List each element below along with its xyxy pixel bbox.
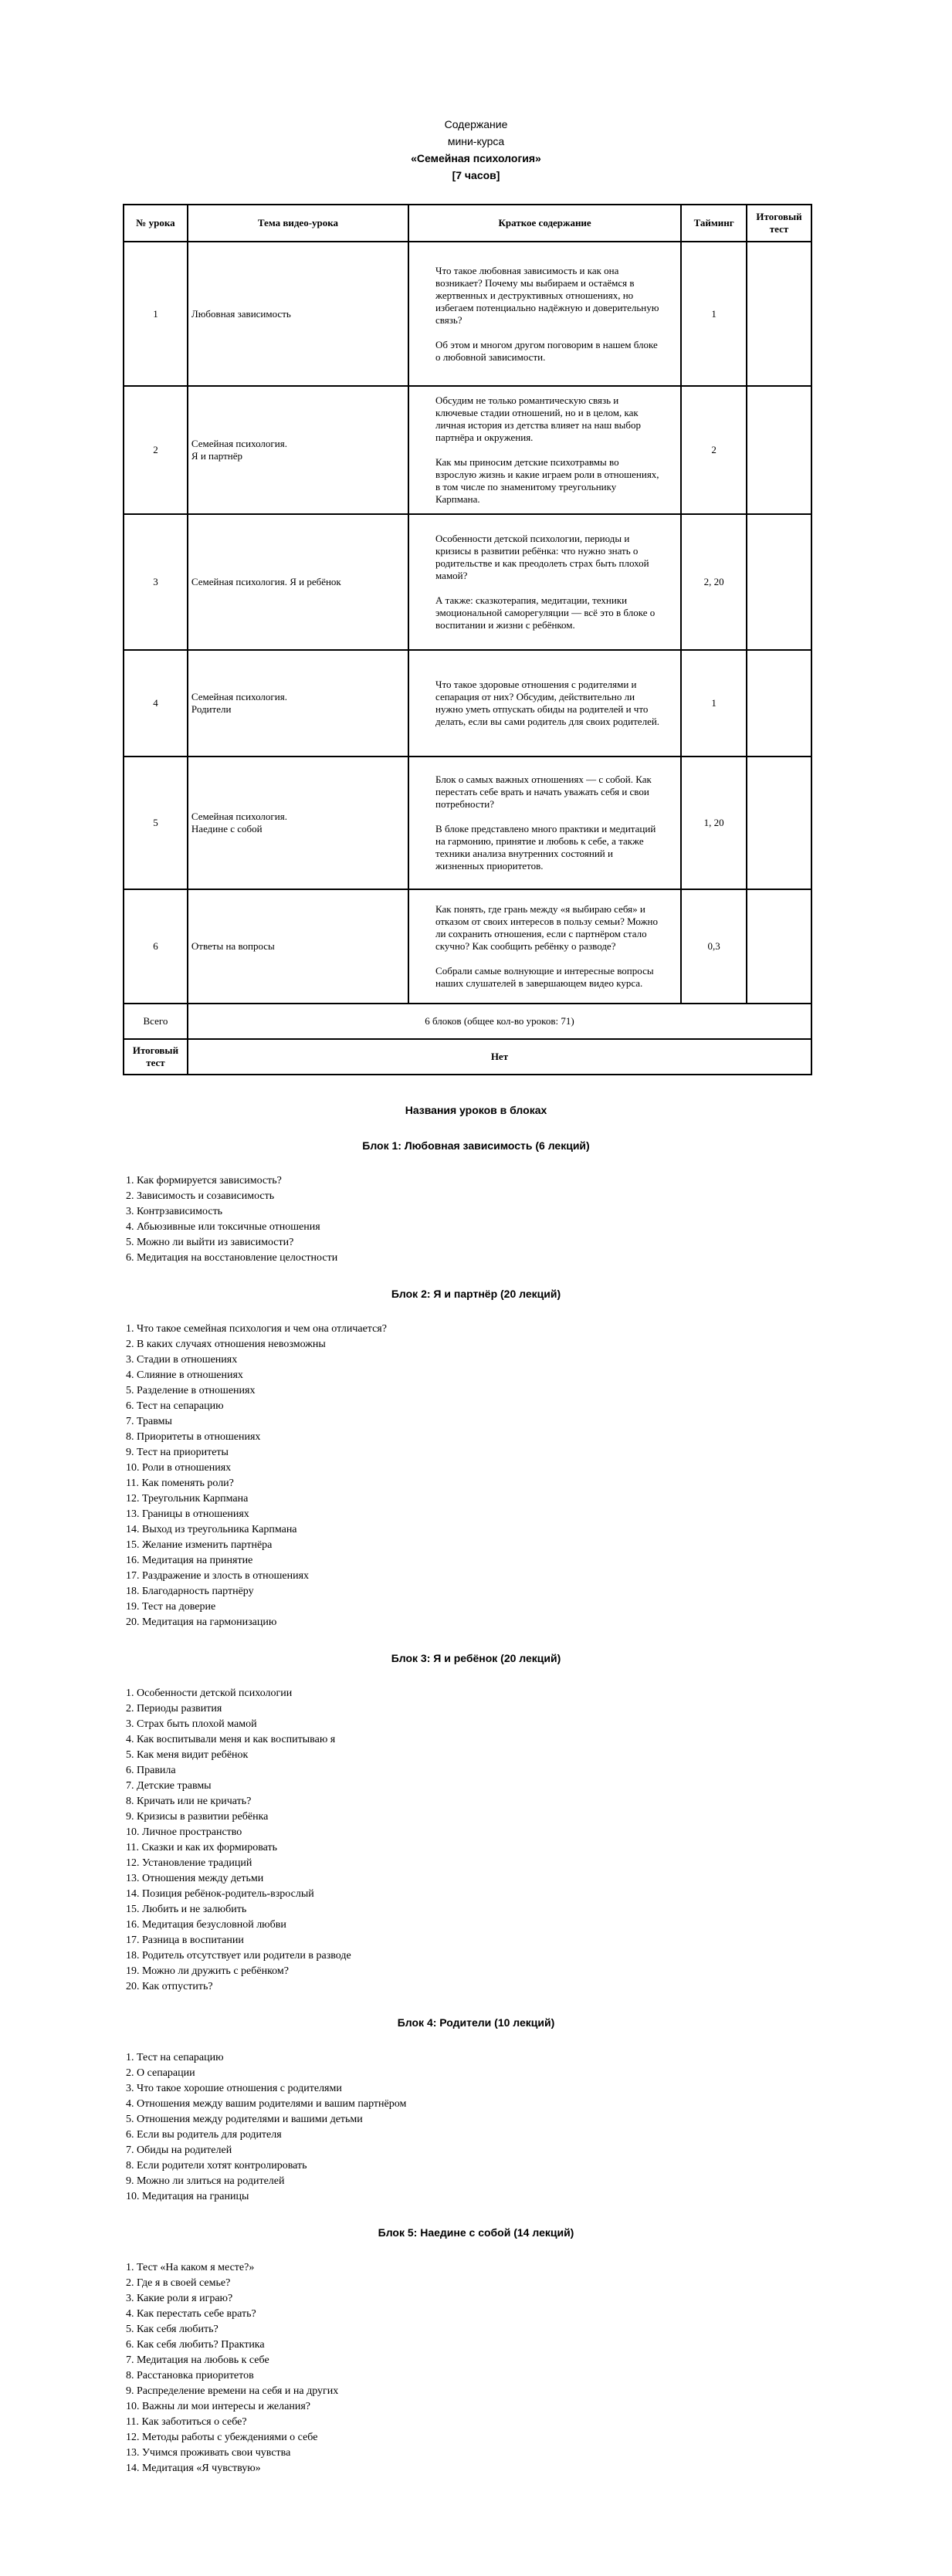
lesson-summary [408, 650, 681, 757]
list-item: 14. Выход из треугольника Карпмана [126, 1524, 297, 1535]
list-item: 20. Как отпустить? [126, 1981, 213, 1992]
list-item: 8. Приоритеты в отношениях [126, 1431, 261, 1443]
table-row [124, 650, 811, 757]
final-test-row [124, 1039, 811, 1075]
table-row [124, 386, 811, 514]
block-title: Блок 5: Наедине с собой (14 лекций) [378, 2226, 574, 2239]
lesson-timing: 2 [681, 386, 747, 514]
blocks-container [0, 1118, 952, 2476]
list-item: 2. Зависимость и созависимость [126, 1190, 275, 1202]
list-item: 4. Слияние в отношениях [126, 1369, 243, 1381]
doc-header [0, 116, 952, 184]
list-item: 14. Медитация «Я чувствую» [126, 2463, 261, 2474]
list-item: 6. Медитация на восстановление целостности [126, 1252, 338, 1264]
lesson-test [747, 889, 811, 1004]
list-item: 7. Детские травмы [126, 1780, 212, 1792]
list-item: 13. Границы в отношениях [126, 1508, 249, 1520]
list-item: 5. Можно ли выйти из зависимости? [126, 1237, 294, 1248]
header-timing: Тайминг [681, 205, 747, 242]
summary-paragraph: Как мы приносим детские психотравмы во взрослую жизнь и какие играем роли в отношениях, в том числе по знаменитому треугольнику Карпмана. [435, 456, 659, 505]
lesson-topic: Семейная психология. Я и ребёнок [188, 514, 408, 650]
course-duration: [7 часов] [452, 169, 500, 181]
list-item: 5. Отношения между родителями и вашими детьми [126, 2114, 363, 2125]
list-item: 19. Можно ли дружить с ребёнком? [126, 1965, 289, 1977]
list-item: 2. В каких случаях отношения невозможны [126, 1339, 326, 1350]
summary-paragraph: В блоке представлено много практики и медитаций на гармонию, принятие и любовь к себе, а также техники анализа внутренних состояний и жизненных приоритетов. [435, 823, 656, 872]
lesson-topic: Семейная психология. Родители [188, 650, 408, 757]
lesson-list [0, 1322, 952, 1630]
list-item: 6. Как себя любить? Практика [126, 2339, 265, 2351]
course-title: «Семейная психология» [411, 152, 541, 164]
blocks-section [0, 1102, 952, 2476]
list-item: 14. Позиция ребёнок-родитель-взрослый [126, 1888, 314, 1900]
list-item: 1. Тест «На каком я месте?» [126, 2262, 255, 2273]
list-item: 17. Раздражение и злость в отношениях [126, 1570, 310, 1582]
summary-paragraph: Как понять, где грань между «я выбираю себя» и отказом от своих интересов в пользу семьи? Можно ли сохранить отношения, если с партнёром стало скучно? Как сообщить ребёнку о разводе? [435, 903, 659, 952]
list-item: 9. Тест на приоритеты [126, 1447, 229, 1458]
header-num: № урока [124, 205, 188, 242]
list-item: 3. Контрзависимость [126, 1206, 223, 1217]
list-item: 18. Благодарность партнёру [126, 1586, 254, 1597]
summary-paragraph: Собрали самые волнующие и интересные вопросы наших слушателей в завершающем видео курса. [435, 965, 654, 989]
total-label: Всего [124, 1004, 188, 1039]
list-item: 4. Как воспитывали меня и как воспитываю я [126, 1734, 336, 1745]
list-item: 3. Страх быть плохой мамой [126, 1718, 257, 1730]
summary-paragraph: Обсудим не только романтическую связь и ключевые стадии отношений, но и в целом, как личная история из детства влияет на наш выбор партнёра и окружения. [435, 394, 641, 443]
lesson-summary [408, 242, 681, 386]
list-item: 5. Разделение в отношениях [126, 1385, 256, 1396]
list-item: 19. Тест на доверие [126, 1601, 216, 1613]
lesson-list [0, 1686, 952, 1995]
list-item: 8. Расстановка приоритетов [126, 2370, 254, 2381]
list-item: 20. Медитация на гармонизацию [126, 1616, 277, 1628]
summary-paragraph: Особенности детской психологии, периоды и кризисы в развитии ребёнка: что нужно знать о родительстве и как преодолеть страх быть плохой мамой? [435, 533, 649, 581]
list-item: 9. Распределение времени на себя и на других [126, 2385, 339, 2397]
total-row [124, 1004, 811, 1039]
lesson-summary [408, 386, 681, 514]
list-item: 6. Если вы родитель для родителя [126, 2129, 282, 2141]
lesson-test [747, 242, 811, 386]
header-test: Итоговый тест [747, 205, 811, 242]
list-item: 10. Медитация на границы [126, 2191, 249, 2202]
list-item: 17. Разница в воспитании [126, 1935, 244, 1946]
lesson-number: 6 [124, 889, 188, 1004]
block-title: Блок 4: Родители (10 лекций) [397, 2016, 555, 2029]
list-item: 5. Как меня видит ребёнок [126, 1749, 249, 1761]
list-item: 18. Родитель отсутствует или родители в разводе [126, 1950, 351, 1962]
lesson-timing: 2, 20 [681, 514, 747, 650]
list-item: 2. Где я в своей семье? [126, 2277, 231, 2289]
list-item: 9. Кризисы в развитии ребёнка [126, 1811, 269, 1823]
header-topic: Тема видео-урока [188, 205, 408, 242]
list-item: 8. Если родители хотят контролировать [126, 2160, 307, 2171]
list-item: 11. Как заботиться о себе? [126, 2416, 247, 2428]
summary-paragraph: Что такое любовная зависимость и как она возникает? Почему мы выбираем и остаёмся в жертвенных и деструктивных отношениях, но избегаем потенциально надёжную и доверительную связь? [435, 264, 659, 326]
block-title: Блок 2: Я и партнёр (20 лекций) [391, 1288, 561, 1300]
course-table [123, 204, 812, 1075]
lesson-timing: 0,3 [681, 889, 747, 1004]
list-item: 15. Любить и не залюбить [126, 1904, 247, 1915]
lesson-list [0, 2050, 952, 2205]
table-row [124, 242, 811, 386]
list-item: 15. Желание изменить партнёра [126, 1539, 273, 1551]
summary-paragraph: Что такое здоровые отношения с родителями и сепарация от них? Обсудим, действительно ли нужно уметь отпускать обиды на родителей и что делать, если вы сами родитель для своих родителей. [435, 679, 660, 727]
list-item: 13. Отношения между детьми [126, 1873, 264, 1884]
table-row [124, 889, 811, 1004]
lesson-number: 5 [124, 757, 188, 889]
list-item: 10. Важны ли мои интересы и желания? [126, 2401, 310, 2412]
list-item: 16. Медитация на принятие [126, 1555, 253, 1566]
list-item: 13. Учимся проживать свои чувства [126, 2447, 291, 2459]
lesson-list [0, 2260, 952, 2476]
table-body [124, 242, 811, 1004]
lesson-number: 4 [124, 650, 188, 757]
lesson-topic: Семейная психология. Наедине с собой [188, 757, 408, 889]
lesson-timing: 1 [681, 242, 747, 386]
list-item: 11. Сказки и как их формировать [126, 1842, 278, 1853]
blocks-section-title: Названия уроков в блоках [405, 1104, 547, 1116]
lesson-test [747, 514, 811, 650]
list-item: 7. Обиды на родителей [126, 2144, 232, 2156]
lesson-topic: Семейная психология. Я и партнёр [188, 386, 408, 514]
table-row [124, 757, 811, 889]
list-item: 1. Тест на сепарацию [126, 2052, 224, 2063]
list-item: 8. Кричать или не кричать? [126, 1796, 252, 1807]
summary-paragraph: А также: сказкотерапия, медитации, техники эмоциональной саморегуляции — всё это в блоке о воспитании и жизни с ребёнком. [435, 594, 656, 631]
list-item: 6. Тест на сепарацию [126, 1400, 224, 1412]
lesson-number: 1 [124, 242, 188, 386]
lesson-test [747, 650, 811, 757]
list-item: 7. Травмы [126, 1416, 172, 1427]
list-item: 7. Медитация на любовь к себе [126, 2354, 269, 2366]
list-item: 3. Стадии в отношениях [126, 1354, 238, 1366]
lesson-list [0, 1173, 952, 1266]
table-row [124, 514, 811, 650]
table-header-row [124, 205, 811, 242]
header-summary: Краткое содержание [408, 205, 681, 242]
lesson-test [747, 757, 811, 889]
lesson-timing: 1, 20 [681, 757, 747, 889]
list-item: 1. Что такое семейная психология и чем она отличается? [126, 1323, 387, 1335]
final-test-label: Итоговый тест [124, 1039, 188, 1075]
block-title: Блок 1: Любовная зависимость (6 лекций) [362, 1139, 590, 1152]
lesson-summary [408, 757, 681, 889]
list-item: 12. Методы работы с убеждениями о себе [126, 2432, 318, 2443]
lesson-summary [408, 889, 681, 1004]
list-item: 4. Отношения между вашим родителями и вашим партнёром [126, 2098, 407, 2110]
list-item: 2. О сепарации [126, 2067, 195, 2079]
lesson-topic: Ответы на вопросы [188, 889, 408, 1004]
list-item: 3. Что такое хорошие отношения с родителями [126, 2083, 342, 2094]
total-text: 6 блоков (общее кол-во уроков: 71) [188, 1004, 811, 1039]
list-item: 5. Как себя любить? [126, 2324, 219, 2335]
summary-paragraph: Об этом и многом другом поговорим в нашем блоке о любовной зависимости. [435, 338, 658, 363]
final-test-value: Нет [188, 1039, 811, 1075]
lesson-summary [408, 514, 681, 650]
list-item: 16. Медитация безусловной любви [126, 1919, 286, 1931]
list-item: 12. Треугольник Карпмана [126, 1493, 249, 1505]
header-line-contents: Содержание [444, 118, 508, 130]
list-item: 4. Абьюзивные или токсичные отношения [126, 1221, 320, 1233]
lesson-number: 2 [124, 386, 188, 514]
list-item: 6. Правила [126, 1765, 176, 1776]
list-item: 1. Как формируется зависимость? [126, 1175, 282, 1186]
list-item: 9. Можно ли злиться на родителей [126, 2175, 285, 2187]
list-item: 11. Как поменять роли? [126, 1478, 234, 1489]
list-item: 1. Особенности детской психологии [126, 1687, 293, 1699]
summary-paragraph: Блок о самых важных отношениях — с собой. Как перестать себе врать и начать уважать себя и свои потребности? [435, 773, 652, 810]
lesson-test [747, 386, 811, 514]
block-title: Блок 3: Я и ребёнок (20 лекций) [391, 1652, 561, 1664]
lesson-topic: Любовная зависимость [188, 242, 408, 386]
list-item: 4. Как перестать себе врать? [126, 2308, 256, 2320]
lesson-number: 3 [124, 514, 188, 650]
lesson-timing: 1 [681, 650, 747, 757]
list-item: 12. Установление традиций [126, 1857, 252, 1869]
list-item: 10. Роли в отношениях [126, 1462, 232, 1474]
header-line-minicourse: мини-курса [447, 135, 505, 147]
list-item: 10. Личное пространство [126, 1826, 242, 1838]
list-item: 3. Какие роли я играю? [126, 2293, 233, 2304]
list-item: 2. Периоды развития [126, 1703, 222, 1715]
